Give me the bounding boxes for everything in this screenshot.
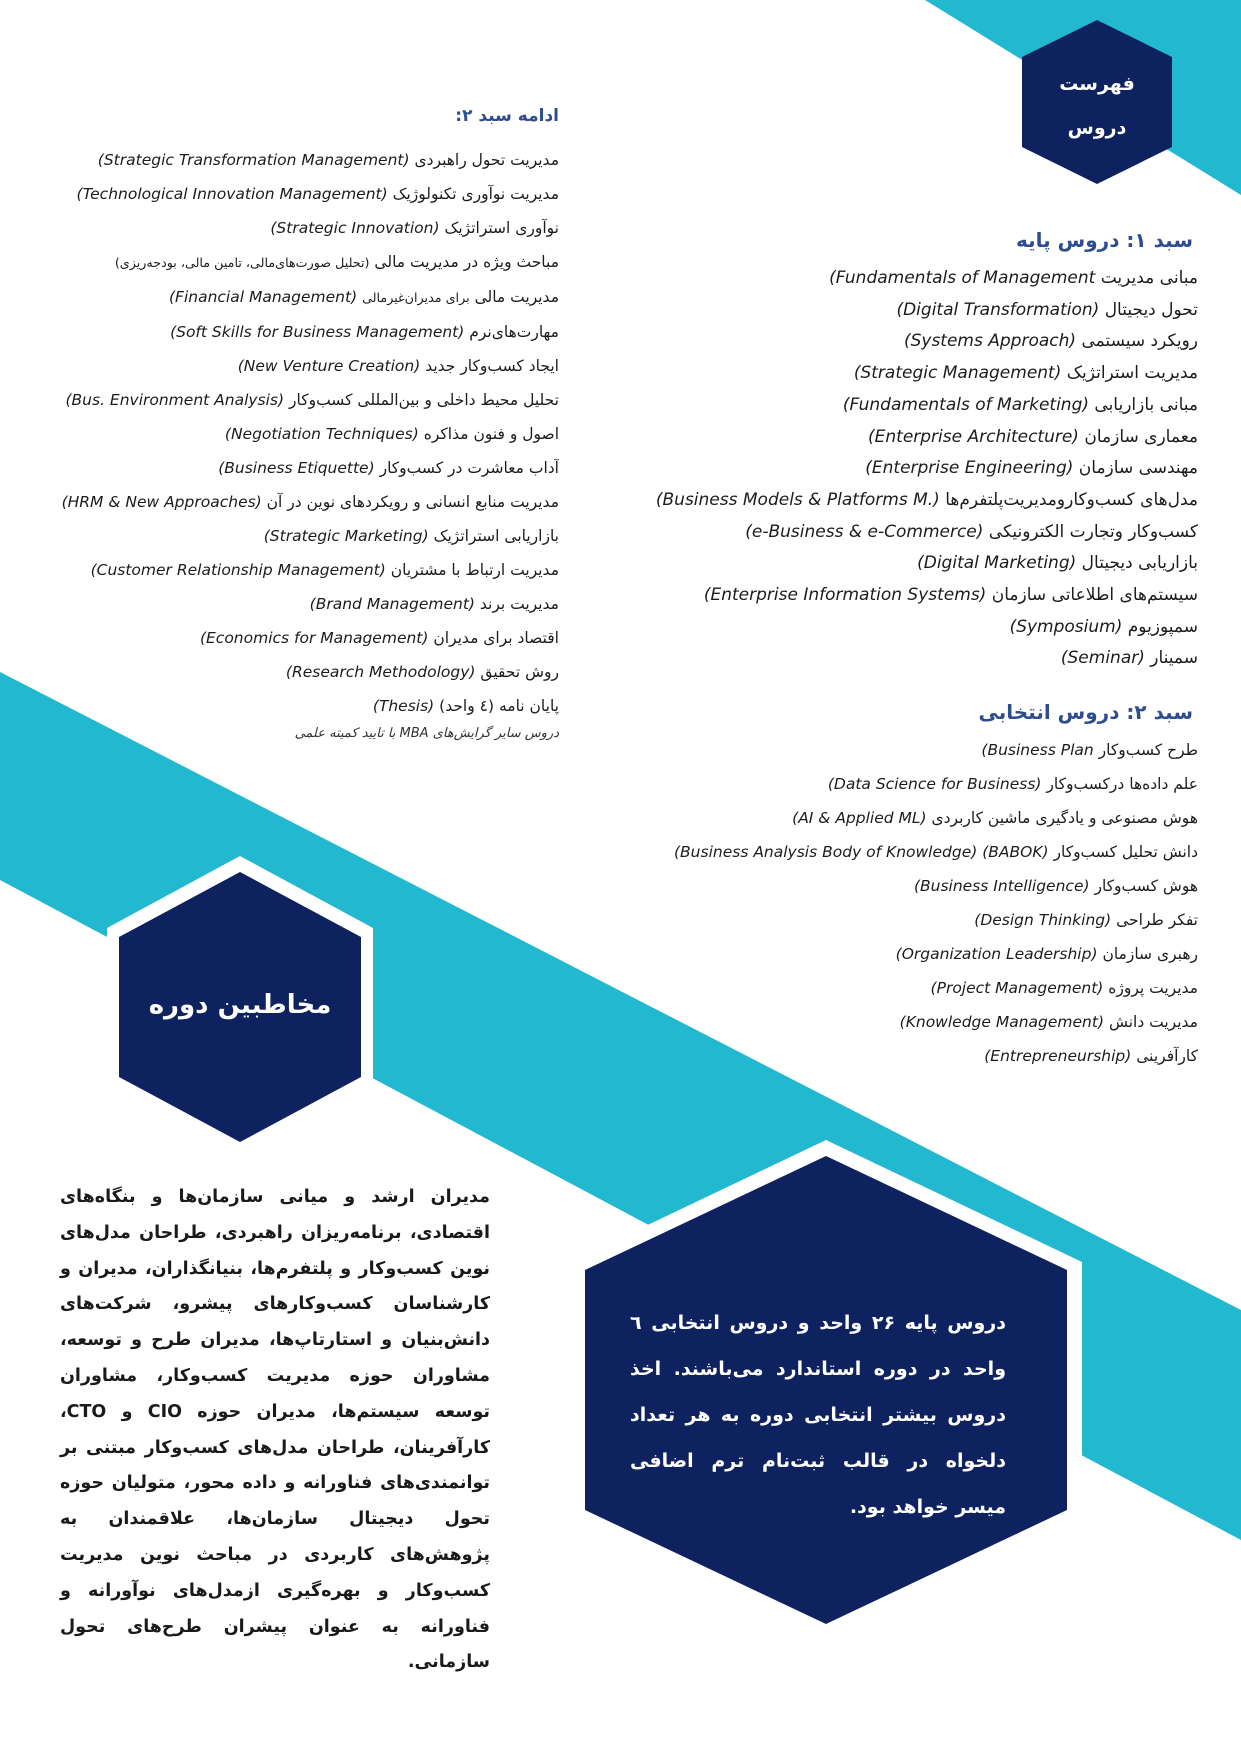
course-name-fa: علم داده‌ها درکسب‌وکار (1046, 775, 1198, 793)
list-item (578, 801, 1198, 835)
course-name-fa: مدیریت دانش (1108, 1013, 1198, 1031)
course-name-en: (Enterprise Architecture) (868, 426, 1079, 447)
course-name-en: (Data Science for Business) (827, 775, 1042, 793)
course-name-en: (Organization Leadership) (895, 945, 1098, 963)
course-name-fa: اقتصاد برای مدیران (433, 629, 559, 647)
electives-note: دروس سایر گرایش‌های MBA با تایید کمیته علمی (294, 726, 559, 741)
course-name-fa: مدیریت استراتژیک (1066, 363, 1198, 384)
list-item (29, 485, 559, 519)
list-item (29, 451, 559, 485)
course-name-fa: مهندسی سازمان (1078, 458, 1198, 479)
course-name-fa: سمینار (1150, 648, 1198, 669)
course-name-fa: رویکرد سیستمی (1081, 331, 1198, 352)
course-name-en: (Technological Innovation Management) (76, 185, 388, 203)
list-item (578, 612, 1198, 644)
list-item (578, 835, 1198, 869)
course-name-fa: مبانی مدیریت (1100, 268, 1198, 288)
course-name-en: (Brand Management) (309, 595, 475, 613)
list-item (578, 903, 1198, 937)
course-name-fa: نوآوری استراتژیک (444, 219, 559, 237)
list-item (578, 390, 1198, 422)
list-item (29, 553, 559, 587)
course-name-fa: دانش تحلیل کسب‌وکار (1053, 843, 1198, 861)
course-note: (تحلیل صورت‌های‌مالی، تامین مالی، بودجه‌ریزی) (114, 255, 370, 270)
course-name-en: (Thesis) (372, 697, 435, 715)
list-item (578, 937, 1198, 971)
units-text: دروس پایه ۲۶ واحد و دروس انتخابی ٦ واحد در دوره استاندارد می‌باشند. اخذ دروس بیشتر انتخابی دوره به هر تعداد دلخواه در قالب ثبت‌نام ترم اضافی میسر خواهد بود. (630, 1312, 1007, 1518)
course-name-fa: تحلیل محیط داخلی و بین‌المللی کسب‌وکار (289, 391, 559, 409)
course-name-fa: هوش کسب‌وکار (1094, 877, 1198, 895)
course-name-fa: روش تحقیق (480, 663, 559, 681)
course-name-fa: سمپوزیوم (1127, 616, 1198, 637)
header-badge (1022, 62, 1172, 150)
course-name-en: (Knowledge Management) (899, 1013, 1104, 1031)
list-item (578, 453, 1198, 485)
course-name-en: (Business Analysis Body of Knowledge) (BABOK) (674, 843, 1049, 861)
course-name-en: (Fundamentals of Management (829, 268, 1096, 288)
course-name-en: (HRM & New Approaches) (61, 493, 262, 511)
list-item (578, 326, 1198, 358)
course-name-fa: مدیریت منابع انسانی و رویکردهای نوین در آن (266, 493, 559, 511)
course-name-en: (e-Business & e-Commerce) (745, 521, 984, 542)
audience-text: مدیران ارشد و میانی سازمان‌ها و بنگاه‌های اقتصادی، برنامه‌ریزان راهبردی، طراحان مدل‌های نوین کسب‌وکار و پلتفرم‌ها، بنیانگذاران، مدیران و کارشناسان کسب‌وکارهای پیشرو، شرکت‌های دانش‌بنیان و استارتاپ‌ها، مدیران طرح و توسعه، مشاوران حوزه مدیریت کسب‌وکار، مشاوران توسعه سیستم‌ها، مدیران حوزه CIO و CTO، کارآفرینان، طراحان مدل‌های کسب‌وکار مبتنی بر توانمندی‌های فناورانه و داده محور، متولیان حوزه تحول دیجیتال سازمان‌ها، علاقمندان به پژوهش‌های کاربردی در مباحث نوین مدیریت کسب‌وکار و بهره‌گیری ازمدل‌های نوآورانه و فناورانه به عنوان پیشران طرح‌های تحول سازمانی. (60, 1187, 490, 1673)
course-name-fa: اصول و فنون مذاکره (423, 425, 559, 443)
basket1-list (578, 263, 1198, 675)
list-item (29, 417, 559, 451)
list-item (578, 358, 1198, 390)
course-name-fa: پایان نامه (٤ واحد) (439, 697, 559, 715)
course-name-en: (Bus. Environment Analysis) (65, 391, 285, 409)
list-item (578, 295, 1198, 327)
list-item (578, 422, 1198, 454)
header-badge-line2: دروس (1067, 117, 1127, 139)
course-name-en: (Economics for Management) (199, 629, 429, 647)
course-name-fa: سیستم‌های اطلاعاتی سازمان (991, 585, 1198, 606)
course-name-en: (Business Intelligence) (913, 877, 1090, 895)
list-item (578, 548, 1198, 580)
course-name-en: (Strategic Management) (853, 363, 1062, 384)
course-name-en: (Strategic Innovation) (270, 219, 440, 237)
course-name-fa: مدیریت برند (479, 595, 559, 613)
course-name-en: (Design Thinking) (974, 911, 1112, 929)
course-name-fa: تحول دیجیتال (1104, 299, 1198, 320)
course-note: برای مدیران‌غیرمالی (362, 290, 470, 305)
course-name-en: (Business Models & Platforms M.) (655, 489, 940, 510)
list-item (29, 587, 559, 621)
basket2-title: سبد ۲: دروس انتخابی (978, 700, 1193, 724)
course-name-en: (Seminar) (1060, 648, 1145, 669)
course-name-en: (Enterprise Information Systems) (703, 585, 987, 606)
list-item (578, 485, 1198, 517)
basket2-cont-list (29, 143, 559, 723)
course-name-en: (Enterprise Engineering) (865, 458, 1074, 479)
course-name-fa: کارآفرینی (1136, 1047, 1198, 1065)
course-name-fa: مهارت‌های‌نرم (469, 323, 559, 341)
list-item (578, 580, 1198, 612)
course-name-fa: بازاریابی دیجیتال (1081, 553, 1198, 574)
course-name-en: (Project Management) (930, 979, 1104, 997)
course-name-en: (Symposium) (1009, 616, 1123, 637)
course-name-fa: تفکر طراحی (1116, 911, 1198, 929)
course-name-fa: مدیریت ارتباط با مشتریان (390, 561, 559, 579)
course-name-en: (Negotiation Techniques) (224, 425, 419, 443)
course-name-fa: مدیریت تحول راهبردی (414, 151, 559, 169)
course-name-en: (Strategic Transformation Management) (97, 151, 410, 169)
audience-badge-title: مخاطبین دوره (148, 990, 332, 1020)
list-item (29, 655, 559, 689)
course-name-en: (New Venture Creation) (237, 357, 421, 375)
course-name-en: (Financial Management) (168, 288, 358, 306)
course-name-en: (Research Methodology) (285, 663, 476, 681)
basket2-list (578, 733, 1198, 1073)
course-name-fa: هوش مصنوعی و یادگیری ماشین کاربردی (931, 809, 1198, 827)
course-name-fa: مدیریت مالی (474, 288, 559, 306)
course-name-fa: مدیریت پروژه (1108, 979, 1198, 997)
course-name-en: (Systems Approach) (903, 331, 1077, 352)
list-item (29, 315, 559, 349)
header-badge-line1: فهرست (1059, 73, 1135, 95)
course-name-en: (Customer Relationship Management) (90, 561, 386, 579)
list-item (578, 869, 1198, 903)
course-name-en: (Fundamentals of Marketing) (842, 394, 1089, 415)
list-item (578, 767, 1198, 801)
basket2-cont-title: ادامه سبد ۲: (455, 106, 559, 126)
course-name-en: (AI & Applied ML) (792, 809, 927, 827)
course-name-fa: کسب‌وکار وتجارت الکترونیکی (988, 521, 1198, 542)
list-item (29, 349, 559, 383)
course-name-en: (Digital Transformation) (896, 299, 1100, 320)
list-item (578, 1005, 1198, 1039)
course-name-fa: آداب معاشرت در کسب‌وکار (379, 459, 559, 477)
list-item (29, 143, 559, 177)
course-name-fa: رهبری سازمان (1102, 945, 1198, 963)
list-item (29, 211, 559, 245)
list-item (29, 177, 559, 211)
course-name-fa: بازاریابی استراتژیک (433, 527, 559, 545)
basket1-title: سبد ۱: دروس پایه (1016, 228, 1193, 252)
course-name-en: (Digital Marketing) (917, 553, 1077, 574)
course-name-en: (Business Plan (981, 741, 1094, 759)
list-item (578, 643, 1198, 675)
list-item (578, 1039, 1198, 1073)
list-item (578, 263, 1198, 295)
course-name-fa: مدیریت نوآوری تکنولوژیک (392, 185, 559, 203)
course-name-fa: معماری سازمان (1084, 426, 1198, 447)
list-item (29, 245, 559, 280)
course-name-fa: طرح کسب‌وکار (1098, 741, 1198, 759)
list-item (29, 383, 559, 417)
course-name-fa: مدل‌های کسب‌وکارومدیریت‌پلتفرم‌ها (945, 489, 1198, 510)
course-name-fa: مباحث ویژه در مدیریت مالی (374, 253, 559, 271)
list-item (29, 280, 559, 315)
list-item (578, 971, 1198, 1005)
course-name-fa: مبانی بازاریابی (1094, 394, 1198, 415)
list-item (29, 519, 559, 553)
list-item (578, 517, 1198, 549)
course-name-fa: ایجاد کسب‌وکار جدید (425, 357, 559, 375)
list-item (29, 621, 559, 655)
course-name-en: (Soft Skills for Business Management) (170, 323, 465, 341)
list-item (29, 689, 559, 723)
course-name-en: (Business Etiquette) (218, 459, 375, 477)
course-name-en: (Strategic Marketing) (263, 527, 429, 545)
course-name-en: (Entrepreneurship) (984, 1047, 1132, 1065)
list-item (578, 733, 1198, 767)
